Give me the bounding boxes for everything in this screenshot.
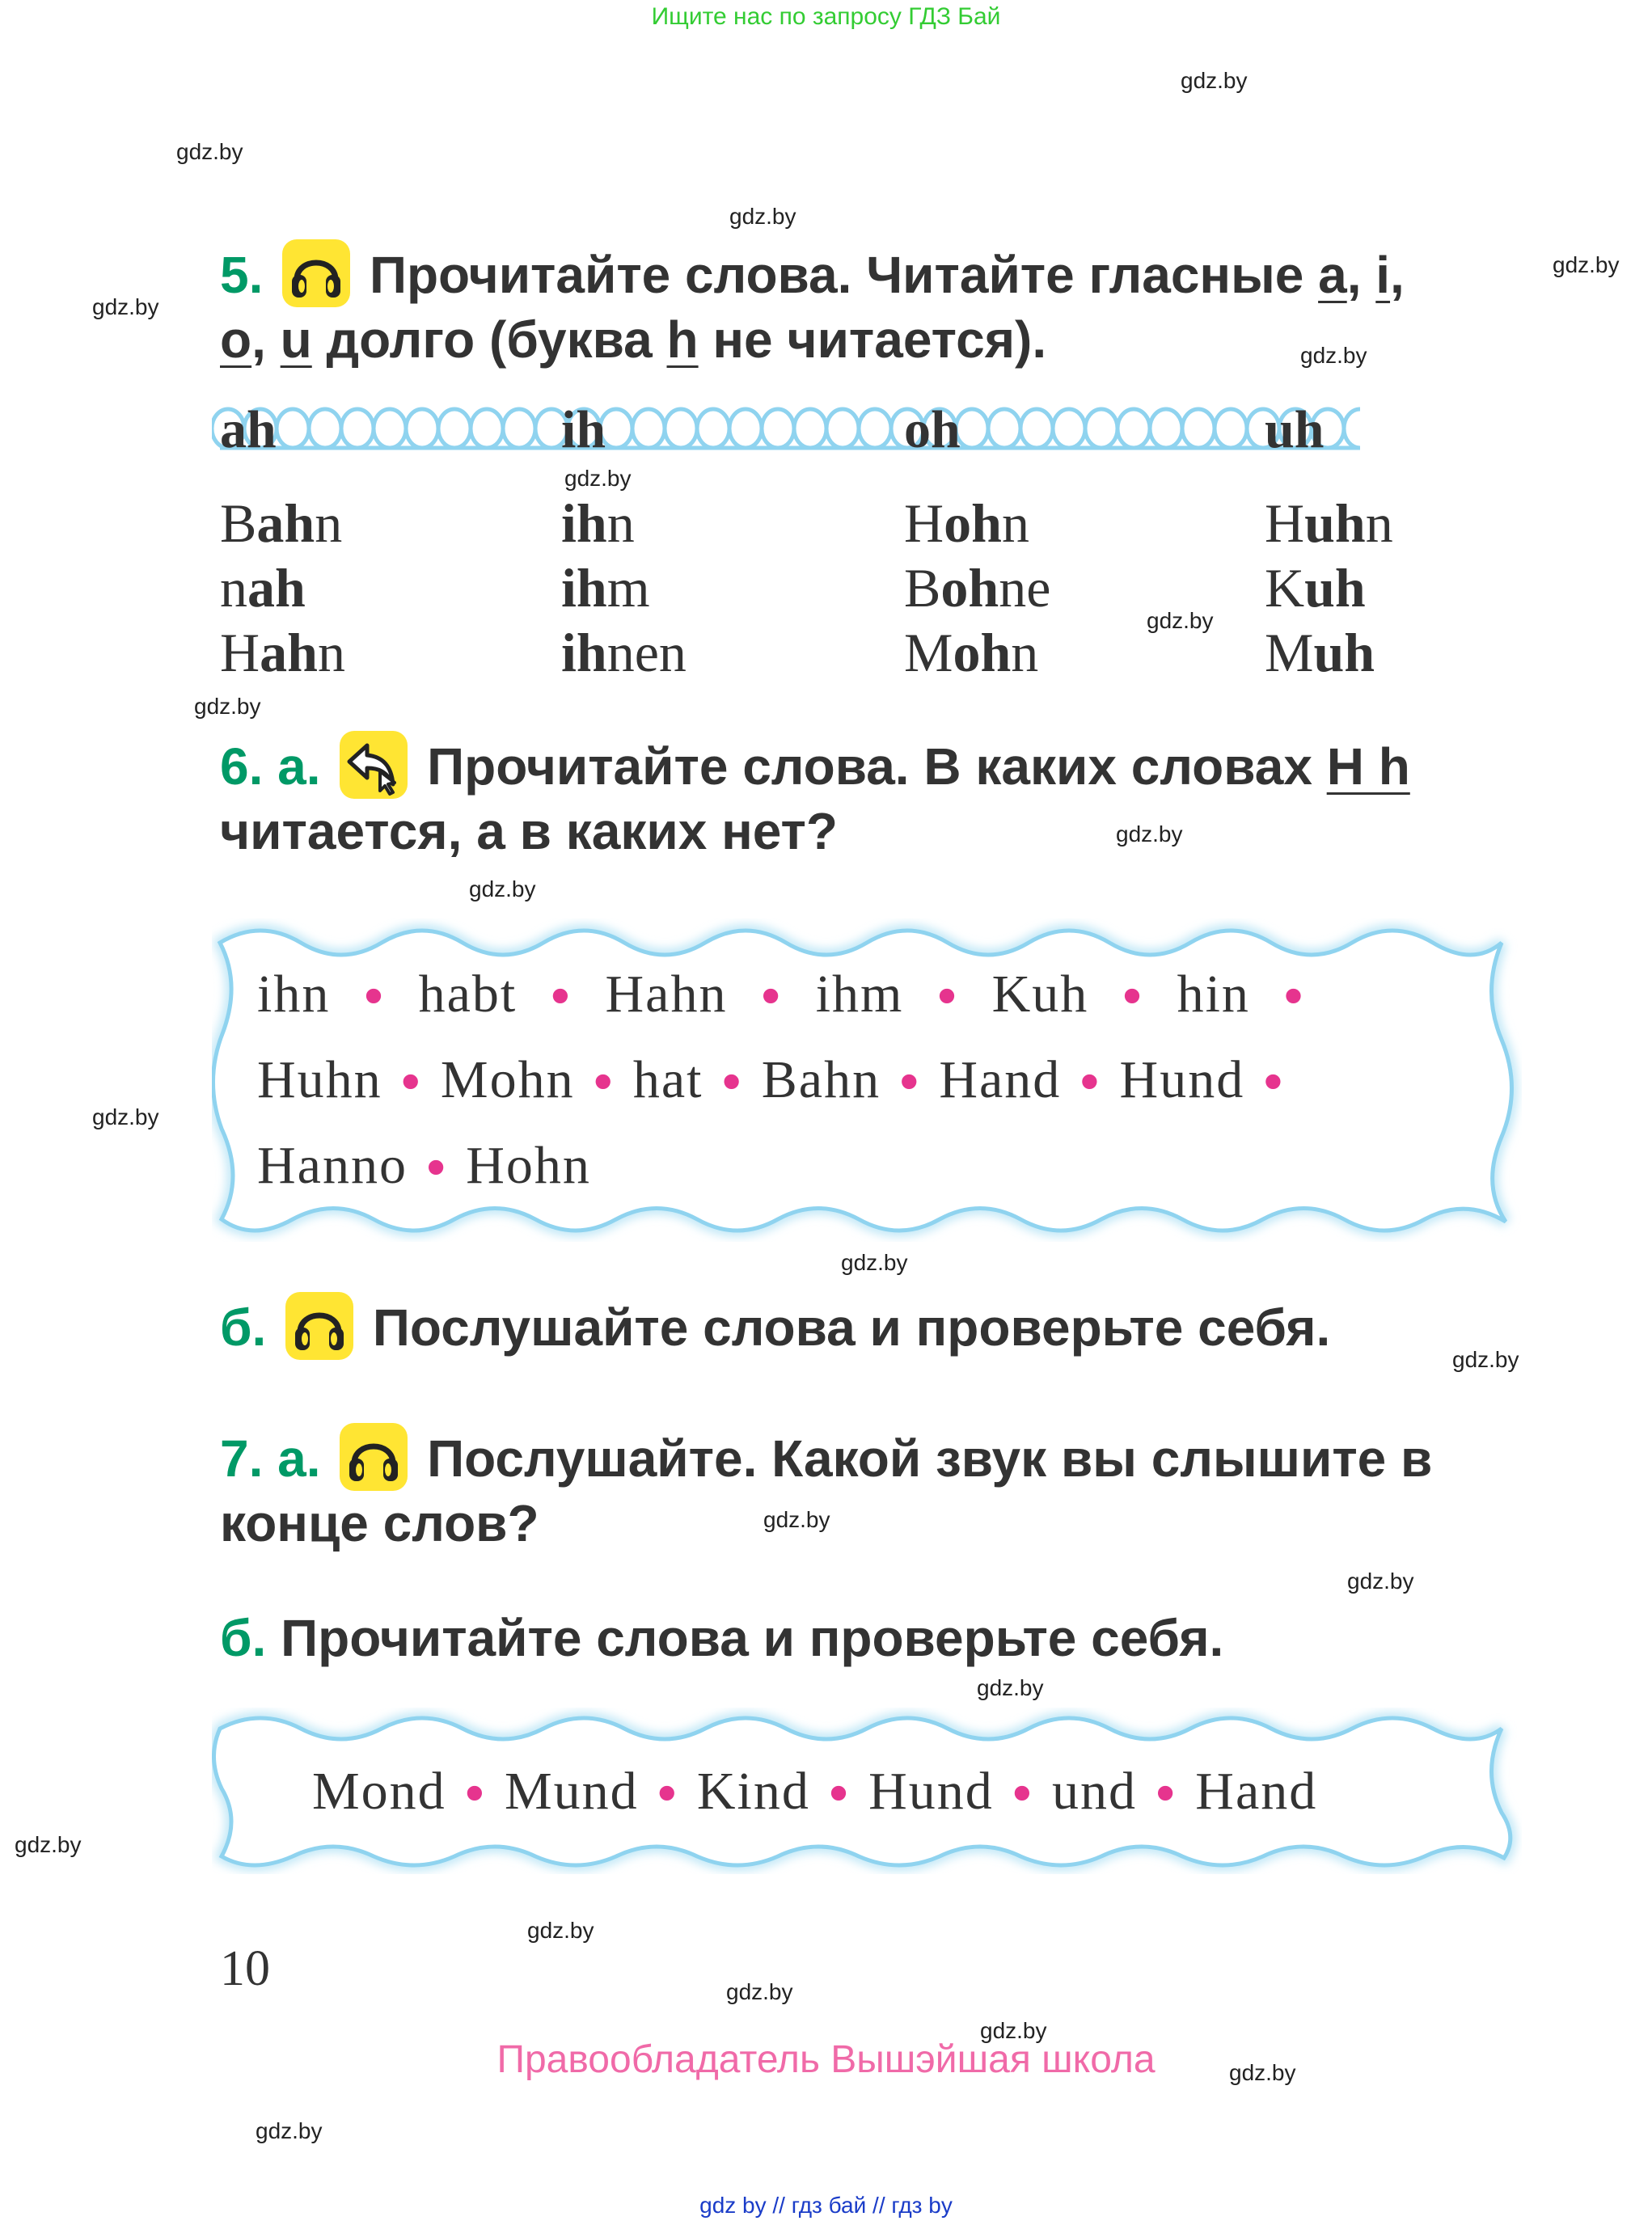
task-7a-heading xyxy=(220,1426,1530,1556)
watermark: gdz.by xyxy=(469,876,536,901)
arrow-hand-icon[interactable] xyxy=(340,731,408,799)
punctuation: , xyxy=(1346,246,1376,304)
word-row xyxy=(257,964,1308,1025)
punctuation: , xyxy=(251,310,281,369)
instruction-text: не читается). xyxy=(698,310,1047,369)
watermark: gdz.by xyxy=(726,1979,793,2004)
watermark: gdz.by xyxy=(1347,1568,1414,1594)
word: ihn xyxy=(257,965,331,1024)
word: Hand xyxy=(1195,1762,1318,1821)
watermark: gdz.by xyxy=(763,1507,830,1532)
instruction-text: Прочитайте слова. В каких словах xyxy=(427,737,1327,796)
headphones-icon[interactable] xyxy=(285,1292,353,1360)
watermark: gdz.by xyxy=(1181,68,1248,93)
instruction-text: Прочитайте слова. Читайте гласные xyxy=(369,246,1319,304)
watermark: gdz.by xyxy=(1116,821,1183,847)
word: ihm xyxy=(815,965,904,1024)
column-head-ih: ih xyxy=(561,400,606,459)
column-head-ah: ah xyxy=(220,400,277,459)
word: Bohne xyxy=(904,557,1051,619)
separator-dot: • xyxy=(397,1059,426,1108)
task-number: б. xyxy=(220,1609,267,1667)
word: Hahn xyxy=(220,622,345,683)
separator-dot: • xyxy=(653,1771,682,1819)
word: ihnen xyxy=(561,622,687,683)
separator-dot: • xyxy=(825,1771,854,1819)
separator-dot: • xyxy=(1008,1771,1037,1819)
word: Hund xyxy=(868,1762,994,1821)
watermark: gdz.by xyxy=(1553,252,1620,277)
watermark: gdz.by xyxy=(1229,2060,1296,2085)
word: Muh xyxy=(1265,622,1375,683)
word: habt xyxy=(418,965,518,1024)
word-row xyxy=(312,1761,1317,1822)
separator-dot: • xyxy=(422,1145,451,1193)
word: Hund xyxy=(1119,1050,1245,1109)
watermark: gdz.by xyxy=(1300,343,1367,368)
word: Kuh xyxy=(1265,557,1366,619)
headphones-icon[interactable] xyxy=(282,239,350,307)
watermark: gdz.by xyxy=(980,2018,1047,2043)
copyright-notice: Правообладатель Вышэйшая школа xyxy=(496,2038,1156,2081)
watermark: gdz.by xyxy=(92,294,159,319)
word: und xyxy=(1052,1762,1138,1821)
watermark: gdz.by xyxy=(527,1918,594,1943)
word: Mohn xyxy=(904,622,1039,683)
word: Mond xyxy=(312,1762,446,1821)
task-number: б. xyxy=(220,1298,267,1357)
separator-dot: • xyxy=(1279,973,1309,1022)
word: hat xyxy=(632,1050,703,1109)
page-number: 10 xyxy=(220,1941,270,1996)
task-number: 6. а. xyxy=(220,737,321,796)
vowel-a: a xyxy=(1318,246,1347,304)
task-6b-heading xyxy=(220,1295,1530,1360)
bottom-links[interactable]: gdz by // гдз бай // гдз by xyxy=(699,2193,953,2218)
watermark: gdz.by xyxy=(15,1832,82,1857)
top-search-banner[interactable]: Ищите нас по запросу ГДЗ Бай xyxy=(651,3,1001,30)
separator-dot: • xyxy=(718,1059,747,1108)
word: hin xyxy=(1177,965,1250,1024)
word: Mohn xyxy=(440,1050,575,1109)
word: Bahn xyxy=(220,492,343,554)
separator-dot: • xyxy=(933,973,962,1022)
separator-dot: • xyxy=(589,1059,619,1108)
watermark: gdz.by xyxy=(92,1104,159,1129)
word: ihn xyxy=(561,492,635,554)
word: Hanno xyxy=(257,1136,408,1195)
punctuation: , xyxy=(1390,246,1405,304)
watermark: gdz.by xyxy=(1147,608,1214,633)
word: Kuh xyxy=(991,965,1089,1024)
task-5-heading xyxy=(220,243,1514,372)
watermark: gdz.by xyxy=(729,204,796,229)
instruction-text: долго (буква xyxy=(311,310,667,369)
word: Hohn xyxy=(904,492,1029,554)
watermark: gdz.by xyxy=(977,1675,1044,1700)
word: Huhn xyxy=(1265,492,1393,554)
separator-dot: • xyxy=(1151,1771,1181,1819)
column-head-oh: oh xyxy=(904,400,961,459)
task-number: 7. а. xyxy=(220,1429,321,1488)
separator-dot: • xyxy=(895,1059,924,1108)
word: Huhn xyxy=(257,1050,382,1109)
letter-h: h xyxy=(666,310,699,369)
wavy-divider xyxy=(212,404,1376,466)
watermark: gdz.by xyxy=(176,139,243,164)
separator-dot: • xyxy=(547,973,576,1022)
separator-dot: • xyxy=(757,973,786,1022)
word: Hahn xyxy=(605,965,728,1024)
vowel-o: o xyxy=(220,310,252,369)
letters-h: H h xyxy=(1326,737,1410,796)
word-row xyxy=(257,1049,1288,1111)
instruction-text: Послушайте. Какой звук вы слышите в xyxy=(427,1429,1433,1488)
word-row xyxy=(257,1135,591,1197)
instruction-text: Послушайте слова и проверьте себя. xyxy=(372,1298,1331,1357)
watermark: gdz.by xyxy=(1452,1347,1519,1372)
vowel-u: u xyxy=(280,310,312,369)
watermark: gdz.by xyxy=(256,2118,323,2143)
separator-dot: • xyxy=(1118,973,1147,1022)
separator-dot: • xyxy=(1075,1059,1105,1108)
task-6a-heading xyxy=(220,734,1530,863)
watermark: gdz.by xyxy=(841,1250,908,1275)
word: Bahn xyxy=(761,1050,881,1109)
word: nah xyxy=(220,557,306,619)
headphones-icon[interactable] xyxy=(340,1423,408,1491)
separator-dot: • xyxy=(461,1771,490,1819)
word: Kind xyxy=(696,1762,810,1821)
instruction-text: читается, а в каких нет? xyxy=(220,802,838,861)
column-head-uh: uh xyxy=(1265,400,1325,459)
watermark: gdz.by xyxy=(564,466,632,491)
task-number: 5. xyxy=(220,246,264,304)
watermark: gdz.by xyxy=(194,694,261,719)
word: Mund xyxy=(504,1762,639,1821)
word: ihm xyxy=(561,557,650,619)
word: Hand xyxy=(939,1050,1062,1109)
separator-dot: • xyxy=(360,973,389,1022)
vowel-i: i xyxy=(1375,246,1391,304)
word: Hohn xyxy=(466,1136,591,1195)
instruction-text: конце слов? xyxy=(220,1494,539,1553)
instruction-text: Прочитайте слова и проверьте себя. xyxy=(281,1609,1224,1667)
separator-dot: • xyxy=(1259,1059,1288,1108)
task-7b-heading xyxy=(220,1606,1530,1670)
